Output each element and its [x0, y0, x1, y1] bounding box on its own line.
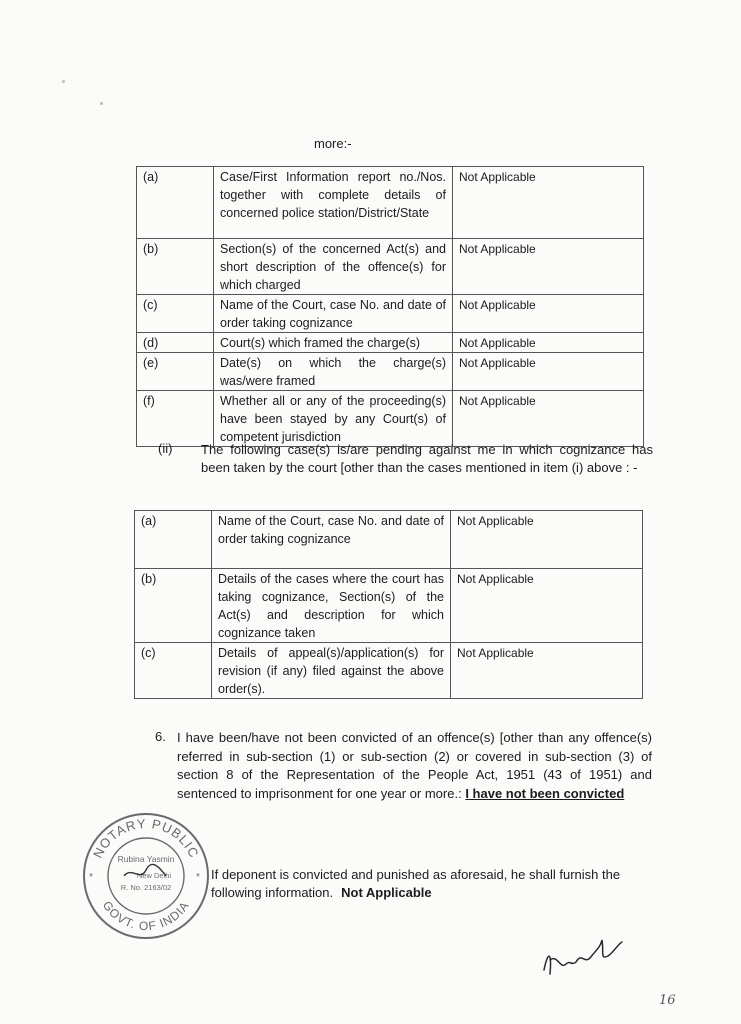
stamp-top-text: NOTARY PUBLIC — [90, 815, 202, 861]
row-value: Not Applicable — [451, 643, 643, 699]
cases-table-i — [136, 166, 644, 447]
row-description: Section(s) of the concerned Act(s) and short description of the offence(s) for which charged — [214, 239, 453, 295]
row-description: Date(s) on which the charge(s) was/were framed — [214, 353, 453, 391]
page-number: 16 — [659, 993, 676, 1008]
row-label: (a) — [135, 511, 212, 569]
row-description: Name of the Court, case No. and date of order taking cognizance — [214, 295, 453, 333]
deponent-body: If deponent is convicted and punished as aforesaid, he shall furnish the following information. — [211, 867, 621, 900]
table-row — [137, 353, 644, 391]
row-description: Details of the cases where the court has taking cognizance, Section(s) of the Act(s) and description for which cognizance taken — [212, 569, 451, 643]
row-label: (a) — [137, 167, 214, 239]
row-value: Not Applicable — [451, 569, 643, 643]
table-row — [135, 511, 643, 569]
table-row — [135, 643, 643, 699]
row-value: Not Applicable — [453, 333, 644, 353]
para6-body: I have been/have not been convicted of an offence(s) [other than any offence(s) referred in sub-section (1) or sub-section (2) or covered in sub-section (3) of section 8 of the Representation of the People Act, 1951 (43 of 1951) and sentenced to imprisonment for one year or more.: — [177, 730, 652, 801]
row-value: Not Applicable — [453, 391, 644, 447]
svg-text:*: * — [196, 872, 200, 883]
row-label: (b) — [135, 569, 212, 643]
scan-speck — [62, 80, 65, 83]
svg-text:*: * — [89, 872, 93, 883]
row-label: (e) — [137, 353, 214, 391]
intro-text: more:- — [314, 136, 352, 151]
stamp-bottom-text: GOVT. OF INDIA — [99, 898, 193, 934]
table-row — [137, 391, 644, 447]
row-label: (b) — [137, 239, 214, 295]
item-ii-label: (ii) — [158, 441, 173, 456]
para6-number: 6. — [155, 729, 166, 744]
deponent-answer: Not Applicable — [341, 885, 432, 900]
deponent-text — [211, 866, 651, 902]
para6-emphasis: I have not been convicted — [465, 785, 625, 801]
row-value: Not Applicable — [453, 353, 644, 391]
row-description: Court(s) which framed the charge(s) — [214, 333, 453, 353]
para6-text — [177, 729, 652, 803]
row-label: (d) — [137, 333, 214, 353]
item-ii-text: The following case(s) is/are pending against me in which cognizance has been taken by the court [other than the cases mentioned in item (i) above : - — [201, 442, 653, 475]
stamp-name: Rubina Yasmin — [117, 854, 175, 864]
table-row — [135, 569, 643, 643]
signature — [538, 930, 628, 980]
scan-speck — [100, 102, 103, 105]
stamp-reg: R. No. 2163/02 — [120, 883, 172, 892]
table-row — [137, 239, 644, 295]
row-description: Whether all or any of the proceeding(s) have been stayed by any Court(s) of competent jurisdiction — [214, 391, 453, 447]
table-row — [137, 333, 644, 353]
row-description: Case/First Information report no./Nos. together with complete details of concerned police station/District/State — [214, 167, 453, 239]
row-label: (c) — [135, 643, 212, 699]
row-description: Details of appeal(s)/application(s) for revision (if any) filed against the above order(s). — [212, 643, 451, 699]
notary-stamp — [80, 810, 212, 942]
row-value: Not Applicable — [453, 167, 644, 239]
stamp-city: New Delhi — [136, 871, 172, 880]
table-row — [137, 295, 644, 333]
row-description: Name of the Court, case No. and date of order taking cognizance — [212, 511, 451, 569]
table-row — [137, 167, 644, 239]
row-value: Not Applicable — [453, 239, 644, 295]
row-value: Not Applicable — [451, 511, 643, 569]
cases-table-ii — [134, 510, 643, 699]
row-value: Not Applicable — [453, 295, 644, 333]
row-label: (c) — [137, 295, 214, 333]
row-label: (f) — [137, 391, 214, 447]
